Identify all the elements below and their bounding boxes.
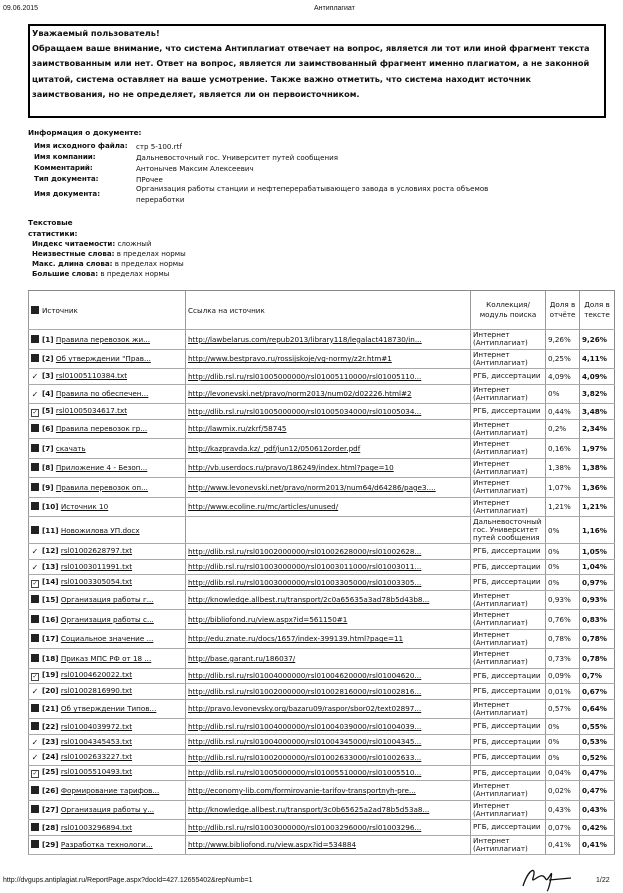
- source-url-link[interactable]: http://dlib.rsl.ru/rsl01004000000/rsl01004039000/rsl01004039...: [188, 721, 422, 731]
- notice-greeting: Уважаемый пользователь!: [32, 28, 160, 38]
- collection-cell: РГБ, диссертации: [471, 719, 546, 735]
- report-share-cell: 0%: [546, 517, 580, 544]
- report-share-cell: 0%: [546, 544, 580, 560]
- stat-item: [32, 259, 184, 268]
- source-number: [8]: [42, 463, 54, 473]
- source-number: [26]: [42, 785, 59, 795]
- source-row: [29, 517, 615, 544]
- source-number: [25]: [42, 767, 59, 777]
- collection-cell: РГБ, диссертации: [471, 575, 546, 591]
- stat-value: в пределах нормы: [116, 249, 186, 258]
- source-link[interactable]: Правила перевозок оп...: [55, 482, 148, 492]
- source-row: [29, 419, 615, 439]
- source-link[interactable]: rsl01004039972.txt: [60, 721, 133, 731]
- report-share-cell: 1,38%: [546, 458, 580, 478]
- stat-label: Неизвестные слова:: [32, 249, 115, 258]
- source-number: [1]: [42, 334, 54, 344]
- row-checkbox-icon[interactable]: ✓: [32, 579, 38, 587]
- row-checkbox-icon[interactable]: ✓: [31, 687, 39, 697]
- source-link[interactable]: rsl01003296894.txt: [60, 822, 133, 832]
- collection-cell: Интернет (Антиплагиат): [471, 610, 546, 630]
- text-share-cell: 1,38%: [580, 458, 615, 478]
- report-share-cell: 0,07%: [546, 820, 580, 836]
- source-row: [29, 330, 615, 350]
- report-share-cell: 1,21%: [546, 497, 580, 517]
- field-label: Имя документа:: [34, 189, 101, 198]
- row-checkbox-icon[interactable]: [31, 335, 39, 343]
- row-checkbox-icon[interactable]: ✓: [31, 753, 39, 763]
- row-checkbox-icon[interactable]: [31, 615, 39, 623]
- header-collection: Коллекция/ модуль поиска: [471, 291, 546, 330]
- collection-cell: Интернет (Антиплагиат): [471, 699, 546, 719]
- report-share-cell: 0,57%: [546, 699, 580, 719]
- collection-cell: РГБ, диссертации: [471, 820, 546, 836]
- report-share-cell: 0,43%: [546, 800, 580, 820]
- source-number: [24]: [42, 752, 59, 762]
- row-checkbox-icon[interactable]: ✓: [31, 389, 39, 399]
- source-link[interactable]: rsl01005110384.txt: [55, 371, 128, 381]
- source-link[interactable]: Правила перевозок жи...: [55, 334, 151, 344]
- collection-cell: Интернет (Антиплагиат): [471, 649, 546, 669]
- source-url-link[interactable]: http://knowledge.allbest.ru/transport/2c0a65635a3ad78b5d43b8...: [188, 595, 430, 605]
- row-checkbox-icon[interactable]: ✓: [31, 562, 39, 572]
- source-row: [29, 349, 615, 369]
- report-share-cell: 0%: [546, 575, 580, 591]
- row-checkbox-icon[interactable]: ✓: [31, 547, 39, 557]
- source-number: [6]: [42, 424, 54, 434]
- source-link[interactable]: Приказ МПС РФ от 18 ...: [60, 653, 152, 663]
- text-share-cell: 4,11%: [580, 349, 615, 369]
- report-share-cell: 0,01%: [546, 684, 580, 700]
- source-link[interactable]: Организация работы г...: [60, 595, 154, 605]
- source-link[interactable]: Об утверждении Типов...: [60, 704, 157, 714]
- source-url-link[interactable]: http://economy-lib.com/formirovanie-tarifov-transportnyh-pre...: [188, 785, 416, 795]
- footer-url: http://dvgups.antiplagiat.ru/ReportPage.aspx?docId=427.12655402&repNumb=1: [3, 877, 253, 884]
- field-value: Антонычев Максим Алексеевич: [136, 164, 254, 173]
- header-source: Источник: [42, 305, 78, 315]
- source-number: [11]: [42, 525, 59, 535]
- report-share-cell: 0,09%: [546, 668, 580, 684]
- source-link[interactable]: rsl01005510493.txt: [60, 767, 133, 777]
- source-link[interactable]: Новожилова УП.docx: [60, 525, 140, 535]
- header-link: Ссылка на источник: [186, 291, 471, 330]
- source-url-link[interactable]: http://bibliofond.ru/view.aspx?id=561150#1: [188, 614, 348, 624]
- text-share-cell: 0,7%: [580, 668, 615, 684]
- row-checkbox-icon[interactable]: [31, 722, 39, 730]
- notice-box: [28, 24, 606, 118]
- report-share-cell: 9,26%: [546, 330, 580, 350]
- collection-cell: РГБ, диссертации: [471, 734, 546, 750]
- source-row: [29, 544, 615, 560]
- source-url-link[interactable]: http://vb.userdocs.ru/pravo/186249/index.html?page=10: [188, 463, 394, 473]
- report-share-cell: 0%: [546, 559, 580, 575]
- source-number: [9]: [42, 482, 54, 492]
- collection-cell: Интернет (Антиплагиат): [471, 349, 546, 369]
- field-value: стр 5-100.rtf: [136, 142, 182, 151]
- source-row: [29, 668, 615, 684]
- source-number: [12]: [42, 546, 59, 556]
- source-url-link[interactable]: http://dlib.rsl.ru/rsl01002000000/rsl01002816000/rsl01002816...: [188, 686, 422, 696]
- source-link[interactable]: rsl01002628797.txt: [60, 546, 133, 556]
- source-link[interactable]: Правила по обеспечен...: [55, 388, 149, 398]
- source-url-link[interactable]: http://knowledge.allbest.ru/transport/3c0b65625a2ad78b5d53a8...: [188, 805, 430, 815]
- source-url-link[interactable]: http://dlib.rsl.ru/rsl01002000000/rsl01002628000/rsl01002628...: [188, 546, 422, 556]
- row-checkbox-icon[interactable]: [31, 463, 39, 471]
- sources-table: [28, 290, 615, 855]
- report-share-cell: 0%: [546, 719, 580, 735]
- source-url-link[interactable]: http://lawbelarus.com/repub2013/library118/legalact418730/in...: [188, 334, 422, 344]
- report-share-cell: 0%: [546, 734, 580, 750]
- row-checkbox-icon[interactable]: [31, 823, 39, 831]
- row-checkbox-icon[interactable]: [31, 502, 39, 510]
- row-checkbox-icon[interactable]: [31, 634, 39, 642]
- collection-cell: РГБ, диссертации: [471, 369, 546, 385]
- source-link[interactable]: Организация работы с...: [60, 614, 154, 624]
- collection-cell: Интернет (Антиплагиат): [471, 330, 546, 350]
- source-number: [4]: [42, 388, 54, 398]
- collection-cell: РГБ, диссертации: [471, 404, 546, 420]
- text-share-cell: 2,34%: [580, 419, 615, 439]
- text-share-cell: 0,42%: [580, 820, 615, 836]
- collection-cell: Интернет (Антиплагиат): [471, 497, 546, 517]
- source-row: [29, 649, 615, 669]
- source-number: [16]: [42, 614, 59, 624]
- source-row: [29, 559, 615, 575]
- source-row: [29, 800, 615, 820]
- report-share-cell: 0%: [546, 384, 580, 404]
- source-link[interactable]: Организация работы у...: [60, 805, 155, 815]
- source-row: [29, 719, 615, 735]
- collection-cell: Интернет (Антиплагиат): [471, 781, 546, 801]
- text-share-cell: 4,09%: [580, 369, 615, 385]
- source-link[interactable]: Правила перевозок гр...: [55, 424, 148, 434]
- source-url-link[interactable]: http://base.garant.ru/186037/: [188, 653, 296, 663]
- row-checkbox-icon[interactable]: ✓: [32, 408, 38, 416]
- doc-info-heading: Информация о документе:: [28, 128, 142, 137]
- source-url-link[interactable]: http://www.bestpravo.ru/rossijskoje/vg-normy/z2r.htm#1: [188, 354, 392, 364]
- field-value: Организация работы станции и нефтеперерабатывающего завода в условиях роста объемов переработки: [136, 184, 489, 204]
- source-link[interactable]: Социальное значение ...: [60, 634, 154, 644]
- source-link[interactable]: Формирование тарифов...: [60, 785, 160, 795]
- table-header-row: [29, 291, 615, 330]
- text-share-cell: 3,82%: [580, 384, 615, 404]
- row-checkbox-icon[interactable]: ✓: [31, 737, 39, 747]
- field-value: ПРочее: [136, 175, 163, 184]
- field-value: Дальневосточный гос. Университет путей сообщения: [136, 153, 338, 162]
- source-link[interactable]: rsl01002633227.txt: [60, 752, 133, 762]
- stat-item: [32, 239, 152, 248]
- report-share-cell: 0,44%: [546, 404, 580, 420]
- source-row: [29, 497, 615, 517]
- collection-cell: РГБ, диссертации: [471, 544, 546, 560]
- source-row: [29, 820, 615, 836]
- text-share-cell: 0,67%: [580, 684, 615, 700]
- source-number: [27]: [42, 805, 59, 815]
- source-url-link[interactable]: http://dlib.rsl.ru/rsl01002000000/rsl01002633000/rsl01002633...: [188, 752, 422, 762]
- source-link[interactable]: rsl01002816990.txt: [60, 686, 133, 696]
- row-checkbox-icon[interactable]: [31, 595, 39, 603]
- field-label: Комментарий:: [34, 163, 93, 172]
- source-url-link[interactable]: http://dlib.rsl.ru/rsl01003000000/rsl01003296000/rsl01003296...: [188, 822, 422, 832]
- source-row: [29, 590, 615, 610]
- source-row: [29, 439, 615, 459]
- text-share-cell: 0,78%: [580, 629, 615, 649]
- row-checkbox-icon[interactable]: [31, 444, 39, 452]
- report-share-cell: 0,2%: [546, 419, 580, 439]
- source-number: [21]: [42, 704, 59, 714]
- source-link[interactable]: Источник 10: [60, 502, 109, 512]
- text-share-cell: 0,53%: [580, 734, 615, 750]
- report-share-cell: 4,09%: [546, 369, 580, 385]
- text-share-cell: 0,78%: [580, 649, 615, 669]
- collection-cell: Интернет (Антиплагиат): [471, 384, 546, 404]
- source-url-link[interactable]: http://dlib.rsl.ru/rsl01005000000/rsl01005034000/rsl01005034...: [188, 406, 422, 416]
- row-checkbox-icon[interactable]: [31, 805, 39, 813]
- stat-item: [32, 249, 186, 258]
- collection-cell: РГБ, диссертации: [471, 559, 546, 575]
- text-share-cell: 1,97%: [580, 439, 615, 459]
- report-share-cell: 0,93%: [546, 590, 580, 610]
- source-number: [19]: [42, 670, 59, 680]
- collection-cell: Дальневосточный гос. Университет путей сообщения: [471, 517, 546, 544]
- source-number: [29]: [42, 840, 59, 850]
- row-checkbox-icon[interactable]: ✓: [32, 770, 38, 778]
- source-row: [29, 734, 615, 750]
- collection-cell: Интернет (Антиплагиат): [471, 419, 546, 439]
- field-label: Тип документа:: [34, 174, 99, 183]
- stat-label: Большие слова:: [32, 269, 99, 278]
- text-share-cell: 0,41%: [580, 835, 615, 855]
- collection-cell: Интернет (Антиплагиат): [471, 478, 546, 498]
- text-share-cell: 1,04%: [580, 559, 615, 575]
- source-number: [14]: [42, 576, 59, 586]
- text-share-cell: 0,47%: [580, 765, 615, 781]
- row-checkbox-icon[interactable]: [31, 526, 39, 534]
- collection-cell: Интернет (Антиплагиат): [471, 458, 546, 478]
- source-url-link[interactable]: http://edu.znate.ru/docs/1657/index-399139.html?page=11: [188, 634, 404, 644]
- row-checkbox-icon[interactable]: ✓: [31, 372, 39, 382]
- source-url-link[interactable]: http://dlib.rsl.ru/rsl01004000000/rsl01004620000/rsl01004620...: [188, 671, 422, 681]
- signature-icon: [515, 864, 575, 892]
- row-checkbox-icon[interactable]: [31, 840, 39, 848]
- report-share-cell: 0%: [546, 750, 580, 766]
- page-number: 1/22: [596, 877, 610, 884]
- report-share-cell: 0,02%: [546, 781, 580, 801]
- print-date: 09.06.2015: [3, 5, 39, 12]
- text-share-cell: 1,05%: [580, 544, 615, 560]
- report-share-cell: 1,07%: [546, 478, 580, 498]
- source-number: [15]: [42, 595, 59, 605]
- stat-value: сложный: [117, 239, 152, 248]
- source-number: [20]: [42, 686, 59, 696]
- source-number: [23]: [42, 736, 59, 746]
- source-number: [3]: [42, 371, 54, 381]
- text-share-cell: 0,64%: [580, 699, 615, 719]
- source-link[interactable]: Разработка технологи...: [60, 840, 153, 850]
- row-checkbox-icon[interactable]: [31, 483, 39, 491]
- collection-cell: РГБ, диссертации: [471, 765, 546, 781]
- source-link[interactable]: rsl01003305054.txt: [60, 576, 133, 586]
- report-share-cell: 0,41%: [546, 835, 580, 855]
- header-text-share: Доля в тексте: [580, 291, 615, 330]
- source-url-link[interactable]: http://dlib.rsl.ru/rsl01004000000/rsl01004345000/rsl01004345...: [188, 737, 422, 747]
- header-report-share: Доля в отчёте: [546, 291, 580, 330]
- text-share-cell: 3,48%: [580, 404, 615, 420]
- report-share-cell: 0,04%: [546, 765, 580, 781]
- source-link[interactable]: скачать: [55, 443, 86, 453]
- stat-value: в пределах нормы: [114, 259, 184, 268]
- source-url-link[interactable]: http://dlib.rsl.ru/rsl01005000000/rsl01005110000/rsl01005110...: [188, 371, 422, 381]
- source-row: [29, 458, 615, 478]
- source-number: [5]: [42, 405, 54, 415]
- select-all-checkbox-icon[interactable]: [31, 306, 39, 314]
- row-checkbox-icon[interactable]: ✓: [32, 673, 38, 681]
- report-share-cell: 0,16%: [546, 439, 580, 459]
- source-row: [29, 835, 615, 855]
- report-share-cell: 0,76%: [546, 610, 580, 630]
- source-url-link[interactable]: http://kazpravda.kz/_pdf/jun12/050612order.pdf: [188, 443, 361, 453]
- source-link[interactable]: rsl01003011991.txt: [60, 561, 133, 571]
- stat-value: в пределах нормы: [100, 269, 170, 278]
- text-share-cell: 0,43%: [580, 800, 615, 820]
- source-row: [29, 684, 615, 700]
- source-url-link[interactable]: http://lawmix.ru/zkrf/58745: [188, 424, 287, 434]
- row-checkbox-icon[interactable]: [31, 704, 39, 712]
- source-url-link[interactable]: http://dlib.rsl.ru/rsl01003000000/rsl01003011000/rsl01003011...: [188, 562, 422, 572]
- source-link[interactable]: Об утверждении "Прав...: [55, 354, 151, 364]
- source-url-link[interactable]: http://dlib.rsl.ru/rsl01003000000/rsl01003305000/rsl01003305...: [188, 577, 422, 587]
- report-share-cell: 0,25%: [546, 349, 580, 369]
- source-row: [29, 629, 615, 649]
- row-checkbox-icon[interactable]: [31, 654, 39, 662]
- report-share-cell: 0,78%: [546, 629, 580, 649]
- stat-label: Макс. длина слова:: [32, 259, 113, 268]
- source-row: [29, 478, 615, 498]
- text-share-cell: 1,36%: [580, 478, 615, 498]
- source-number: [13]: [42, 561, 59, 571]
- report-share-cell: 0,73%: [546, 649, 580, 669]
- collection-cell: РГБ, диссертации: [471, 684, 546, 700]
- text-share-cell: 0,83%: [580, 610, 615, 630]
- source-link[interactable]: rsl01005034617.txt: [55, 405, 128, 415]
- row-checkbox-icon[interactable]: [31, 786, 39, 794]
- text-share-cell: 0,52%: [580, 750, 615, 766]
- field-label: Имя компании:: [34, 152, 96, 161]
- source-url-link[interactable]: http://dlib.rsl.ru/rsl01005000000/rsl01005510000/rsl01005510...: [188, 768, 422, 778]
- source-url-link[interactable]: http://www.bibliofond.ru/view.aspx?id=534884: [188, 840, 357, 850]
- source-row: [29, 384, 615, 404]
- source-number: [7]: [42, 443, 54, 453]
- source-row: [29, 575, 615, 591]
- source-row: [29, 765, 615, 781]
- collection-cell: Интернет (Антиплагиат): [471, 835, 546, 855]
- stat-item: [32, 269, 169, 278]
- collection-cell: РГБ, диссертации: [471, 750, 546, 766]
- source-row: [29, 781, 615, 801]
- text-share-cell: 0,97%: [580, 575, 615, 591]
- source-url-link[interactable]: http://www.ecoline.ru/mc/articles/unused/: [188, 502, 339, 512]
- stat-label: Индекс читаемости:: [32, 239, 116, 248]
- source-link[interactable]: rsl01004620022.txt: [60, 670, 133, 680]
- source-url-link[interactable]: http://pravo.levonevsky.org/bazaru09/raspor/sbor02/text02897...: [188, 704, 422, 714]
- source-number: [17]: [42, 634, 59, 644]
- source-url-link[interactable]: http://levonevski.net/pravo/norm2013/num02/d02226.html#2: [188, 389, 412, 399]
- source-number: [22]: [42, 721, 59, 731]
- source-number: [18]: [42, 653, 59, 663]
- text-share-cell: 1,21%: [580, 497, 615, 517]
- source-link[interactable]: rsl01004345453.txt: [60, 736, 133, 746]
- source-row: [29, 404, 615, 420]
- source-number: [10]: [42, 502, 59, 512]
- collection-cell: Интернет (Антиплагиат): [471, 629, 546, 649]
- row-checkbox-icon[interactable]: [31, 424, 39, 432]
- source-number: [2]: [42, 354, 54, 364]
- stats-heading: Текстовые статистики:: [28, 218, 78, 238]
- collection-cell: РГБ, диссертации: [471, 668, 546, 684]
- text-share-cell: 9,26%: [580, 330, 615, 350]
- source-row: [29, 610, 615, 630]
- text-share-cell: 1,16%: [580, 517, 615, 544]
- text-share-cell: 0,55%: [580, 719, 615, 735]
- source-number: [28]: [42, 822, 59, 832]
- source-row: [29, 699, 615, 719]
- source-url-link[interactable]: http://www.levonevski.net/pravo/norm2013/num64/d64286/page3....: [188, 482, 436, 492]
- notice-text: Обращаем ваше внимание, что система Антиплагиат отвечает на вопрос, является ли тот или иной фрагмент текста заимствованным или нет. Ответ на вопрос, является ли заимствованный фрагмент именно плагиатом, а не законной цитатой, система оставляет на ваше усмотрение. Также важно отметить, что система находит источник заимствования, но не определяет, является ли он первоисточником.: [32, 43, 590, 99]
- source-row: [29, 750, 615, 766]
- text-share-cell: 0,47%: [580, 781, 615, 801]
- collection-cell: Интернет (Антиплагиат): [471, 590, 546, 610]
- row-checkbox-icon[interactable]: [31, 354, 39, 362]
- collection-cell: Интернет (Антиплагиат): [471, 800, 546, 820]
- collection-cell: Интернет (Антиплагиат): [471, 439, 546, 459]
- field-label: Имя исходного файла:: [34, 141, 128, 150]
- source-row: [29, 369, 615, 385]
- source-link[interactable]: Приложение 4 - Безоп...: [55, 463, 148, 473]
- text-share-cell: 0,93%: [580, 590, 615, 610]
- page-title: Антиплагиат: [314, 5, 355, 12]
